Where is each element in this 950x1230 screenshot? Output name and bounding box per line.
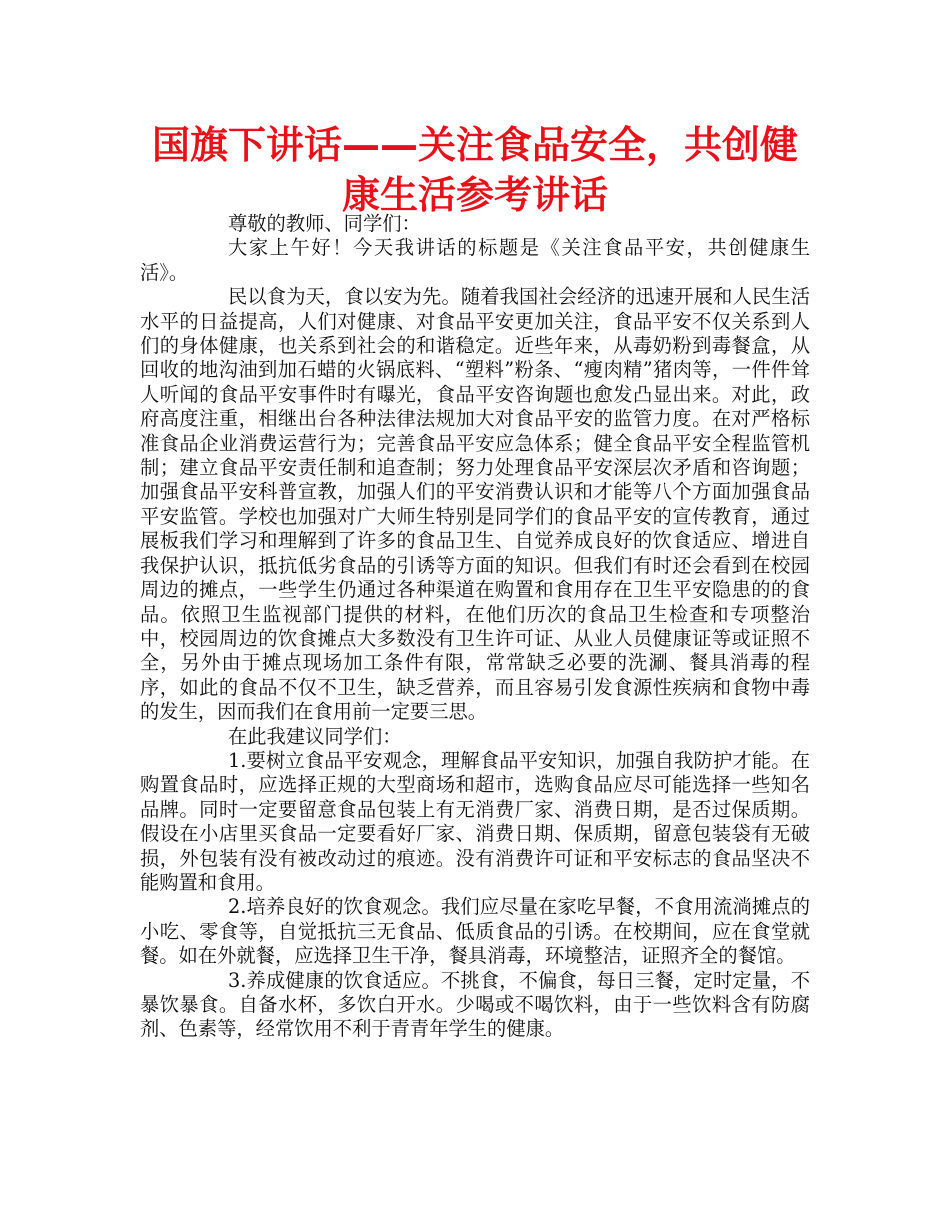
opening-paragraph: 大家上午好！今天我讲话的标题是《关注食品平安，共创健康生活》。 <box>140 236 810 284</box>
document-title: 国旗下讲话——关注食品安全，共创健康生活参考讲话 <box>151 123 798 217</box>
suggestion-item-2: 2.培养良好的饮食观念。我们应尽量在家吃早餐，不食用流淌摊点的小吃、零食等，自觉抵抗三无食品、低质食品的引诱。在校期间，应在食堂就餐。如在外就餐，应选择卫生干净，餐具消毒，环境整洁，证照齐全的餐馆。 <box>140 895 810 968</box>
suggestion-intro: 在此我建议同学们： <box>228 724 402 748</box>
salutation: 尊敬的教师、同学们： <box>228 212 421 235</box>
suggestion-item-1: 1.要树立食品平安观念，理解食品平安知识，加强自我防护才能。在购置食品时，应选择正规的大型商场和超市，选购食品应尽可能选择一些知名品牌。同时一定要留意食品包装上有无消费厂家、消费日期，是否过保质期。假设在小店里买食品一定要看好厂家、消费日期、保质期，留意包装袋有无破损，外包装有没有被改动过的痕迹。没有消费许可证和平安标志的食品坚决不能购置和食用。 <box>140 748 810 894</box>
body-paragraph: 民以食为天，食以安为先。随着我国社会经济的迅速开展和人民生活水平的日益提高，人们对健康、对食品平安更加关注，食品平安不仅关系到人们的身体健康，也关系到社会的和谐稳定。近些年来，从毒奶粉到毒餐盒，从回收的地沟油到加石蜡的火锅底料、“塑料”粉条、“瘦肉精”猪肉等，一件件耸人听闻的食品平安事件时有曝光，食品平安咨询题也愈发凸显出来。对此，政府高度注重，相继出台各种法律法规加大对食品平安的监管力度。在对严格标准食品企业消费运营行为；完善食品平安应急体系；健全食品平安全程监管机制；建立食品平安责任制和追查制；努力处理食品平安深层次矛盾和咨询题；加强食品平安科普宣教，加强人们的平安消费认识和才能等八个方面加强食品平安监管。学校也加强对广大师生特别是同学们的食品平安的宣传教育，通过展板我们学习和理解到了许多的食品卫生、自觉养成良好的饮食适应、增进自我保护认识，抵抗低劣食品的引诱等方面的知识。但我们有时还会看到在校园周边的摊点，一些学生仍通过各种渠道在购置和食用存在卫生平安隐患的的食品。依照卫生监视部门提供的材料，在他们历次的食品卫生检查和专项整治中，校园周边的饮食摊点大多数没有卫生许可证、从业人员健康证等或证照不全，另外由于摊点现场加工条件有限，常常缺乏必要的洗涮、餐具消毒的程序，如此的食品不仅不卫生，缺乏营养，而且容易引发食源性疾病和食物中毒的发生，因而我们在食用前一定要三思。 <box>140 285 810 724</box>
suggestion-item-3: 3.养成健康的饮食适应。不挑食，不偏食，每日三餐，定时定量，不暴饮暴食。自备水杯，多饮白开水。少喝或不喝饮料，由于一些饮料含有防腐剂、色素等，经常饮用不利于青青年学生的健康。 <box>140 968 810 1041</box>
document-body <box>140 212 810 1042</box>
